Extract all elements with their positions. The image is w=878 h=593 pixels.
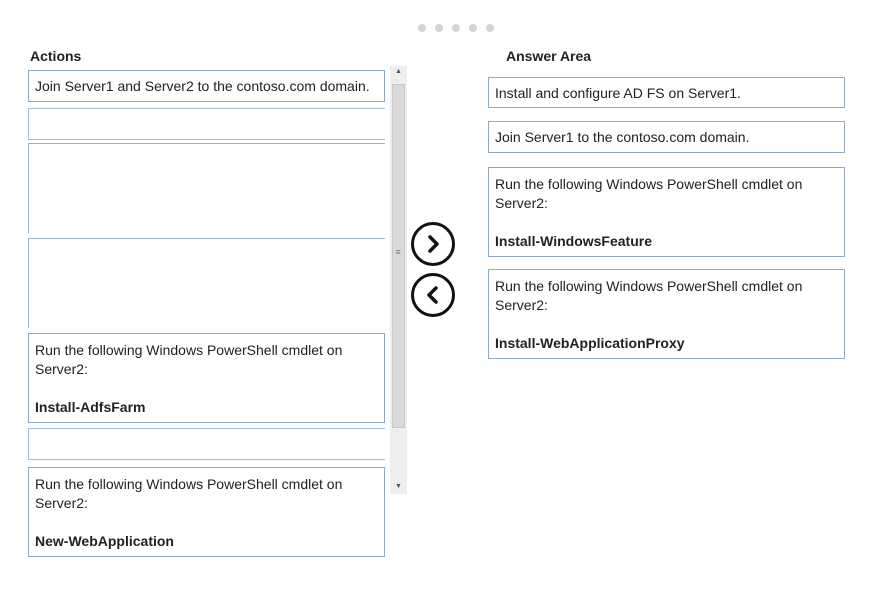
action-item-empty[interactable]: [28, 428, 385, 460]
answer-item-cmdlet: Install-WebApplicationProxy: [495, 335, 685, 351]
page-dot[interactable]: [486, 24, 494, 32]
action-item-empty[interactable]: [28, 238, 385, 328]
answer-item[interactable]: [488, 167, 845, 257]
answer-item[interactable]: [488, 269, 845, 359]
answer-item-text: Run the following Windows PowerShell cmdlet on Server2:: [495, 278, 803, 313]
action-item-empty[interactable]: [28, 108, 385, 140]
chevron-left-icon: [422, 284, 444, 306]
answer-item-cmdlet: Install-WindowsFeature: [495, 233, 653, 249]
page-dot[interactable]: [469, 24, 477, 32]
answer-item-text: Install and configure AD FS on Server1.: [495, 85, 741, 101]
move-left-button[interactable]: [411, 273, 455, 317]
scroll-down-arrow[interactable]: ▼: [395, 483, 402, 490]
chevron-right-icon: [422, 233, 444, 255]
answer-item[interactable]: [488, 77, 845, 108]
answer-area-heading: Answer Area: [506, 48, 592, 64]
action-item-cmdlet: Install-AdfsFarm: [35, 399, 146, 415]
page-dot[interactable]: [452, 24, 460, 32]
answer-item-text: Run the following Windows PowerShell cmdlet on Server2:: [495, 176, 803, 211]
action-item-cmdlet: New-WebApplication: [35, 533, 174, 549]
action-item-empty[interactable]: [28, 143, 385, 233]
action-item-text: Run the following Windows PowerShell cmdlet on Server2:: [35, 342, 343, 377]
actions-heading: Actions: [30, 48, 82, 64]
action-item-text: Run the following Windows PowerShell cmdlet on Server2:: [35, 476, 343, 511]
scroll-up-arrow[interactable]: ▲: [395, 68, 402, 75]
action-item[interactable]: [28, 70, 385, 102]
scroll-grip-icon: ≡: [395, 247, 401, 257]
answer-item[interactable]: [488, 121, 845, 153]
page-indicator-dots: [418, 24, 494, 32]
page-dot[interactable]: [418, 24, 426, 32]
page-dot[interactable]: [435, 24, 443, 32]
action-item[interactable]: [28, 467, 385, 557]
move-right-button[interactable]: [411, 222, 455, 266]
action-item[interactable]: [28, 333, 385, 423]
answer-item-text: Join Server1 to the contoso.com domain.: [495, 129, 750, 145]
action-item-text: Join Server1 and Server2 to the contoso.com domain.: [35, 78, 370, 94]
